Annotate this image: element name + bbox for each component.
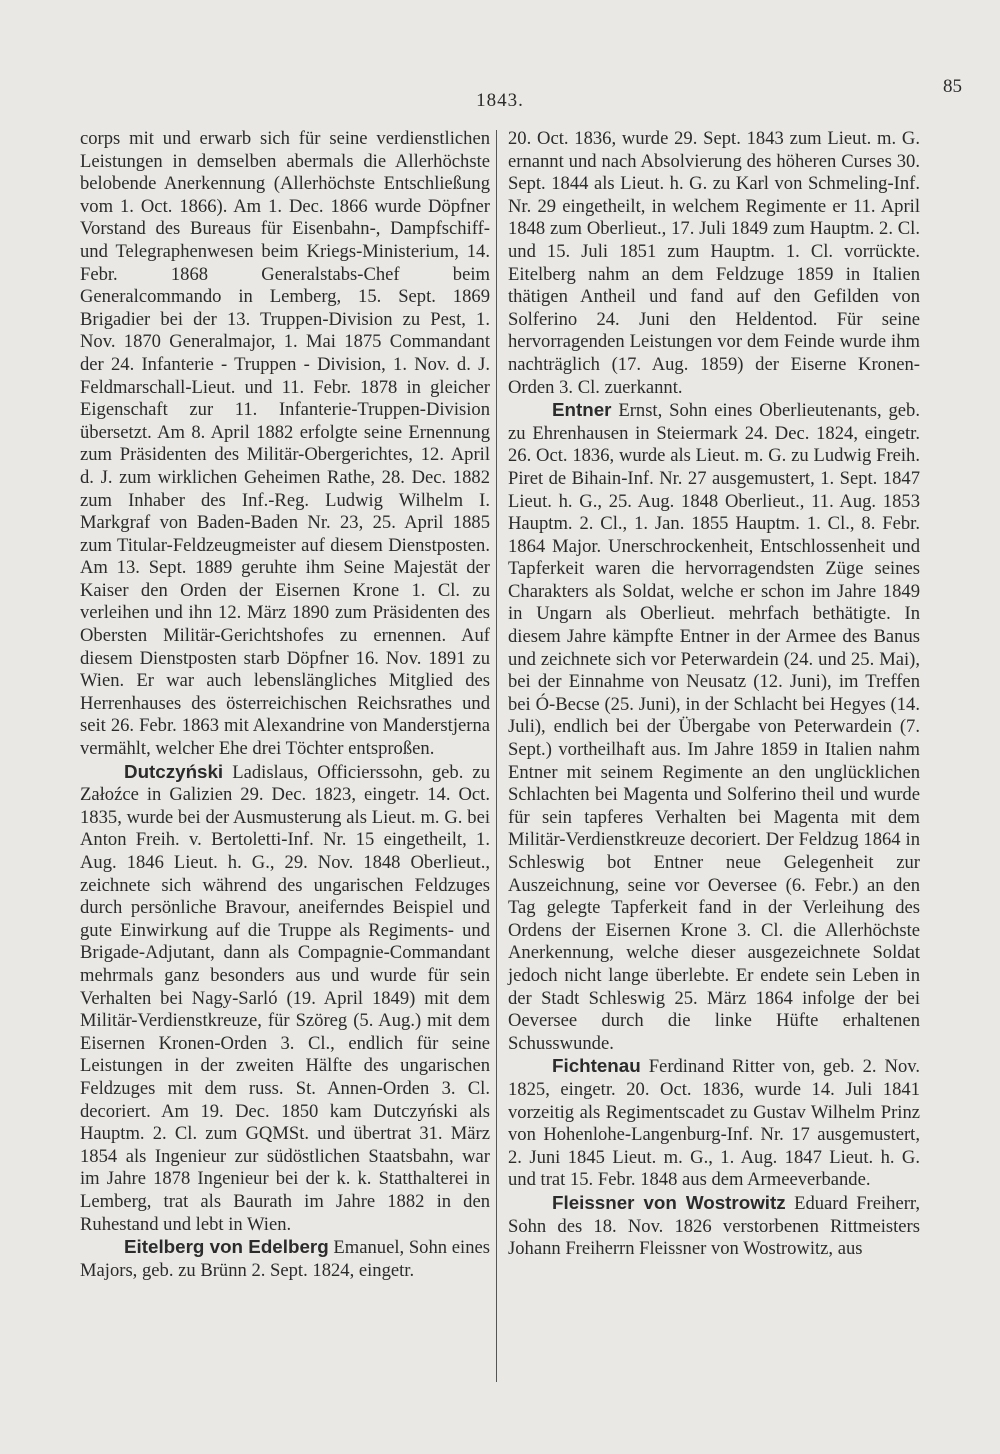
entry-text: Eduard Freiherr, Sohn des 18. Nov. 1826 verstorbenen Rittmeisters Johann Freiherrn Fleissner von Wostrowitz, aus bbox=[508, 1192, 921, 1260]
entry-name: Dutczyński bbox=[124, 760, 224, 782]
entry-name: Entner bbox=[552, 399, 612, 421]
right-column bbox=[508, 128, 920, 1261]
continuation-paragraph: 20. Oct. 1836, wurde 29. Sept. 1843 zum Lieut. m. G. ernannt und nach Absolvierung des höheren Curses 30. Sept. 1844 als Lieut. h. G. zu Karl von Schmeling-Inf. Nr. 29 eingetheilt, in welchem Regimente er 11. April 1848 zum Oberlieut., 17. Juli 1849 zum Hauptm. 2. Cl. und 15. Juli 1851 zum Hauptm. 1. Cl. vorrückte. Eitelberg nahm an dem Feldzuge 1859 in Italien thätigen Antheil und fand auf den Gefilden von Solferino 24. Juni den Heldentod. Für seine hervorragenden Leistungen vor dem Feinde wurde ihm nachträglich (17. Aug. 1859) der Eiserne Kronen-Orden 3. Cl. zuerkannt. bbox=[508, 128, 920, 398]
entry-name: Fleissner von Wostrowitz bbox=[552, 1191, 786, 1213]
entry-text: Ernst, Sohn eines Oberlieutenants, geb. zu Ehrenhausen in Steiermark 24. Dec. 1824, eingetr. 26. Oct. 1836, wurde als Lieut. m. G. zu Ludwig Freih. Piret de Bihain-Inf. Nr. 27 ausgemustert, 1. Sept. 1847 Lieut. h. G., 25. Aug. 1848 Oberlieut., 11. Aug. 1853 Hauptm. 2. Cl., 1. Jan. 1855 Hauptm. 1. Cl., 8. Febr. 1864 Major. Unerschrockenheit, Entschlossenheit und Tapferkeit waren die hervorragendsten Züge seines Charakters als Soldat, welche er schon im Jahre 1849 in Ungarn als Oberlieut. mehrfach bethätigte. In diesem Jahre kämpfte Entner in der Armee des Banus und zeichnete sich vor Peterwardein (24. und 25. Mai), bei der Einnahme von Neusatz (12. Juni), im Treffen bei Ó-Becse (25. Juni), in der Schlacht bei Hegyes (14. Juli), endlich bei der Übergabe von Peterwardein (7. Sept.) vortheilhaft aus. Im Jahre 1859 in Italien nahm Entner mit seinem Regimente an den unglücklichen Schlachten bei Magenta und Solferino theil und wurde für sein tapferes Verhalten bei Magenta mit dem Militär-Verdienstkreuze decoriert. Der Feldzug 1864 in Schleswig bot Entner neue Gelegenheit zur Auszeichnung, seine vor Oeversee (6. Febr.) an den Tag gelegte Tapferkeit fand in der Verleihung des Ordens der Eisernen Krone 3. Cl. die Allerhöchste Anerkennung, welche dieser ausgezeichnete Soldat jedoch nicht lange überlebte. Er endete sein Leben in der Stadt Schleswig 25. März 1864 infolge der bei Oeversee durch die linke Hüfte erhaltenen Schusswunde. bbox=[508, 400, 920, 1054]
biography-entry bbox=[80, 761, 490, 1236]
continuation-paragraph: corps mit und erwarb sich für seine verdienstlichen Leistungen in demselben abermals die Allerhöchste belobende Anerkennung (Allerhöchste Entschließung vom 1. Oct. 1866). Am 1. Dec. 1866 wurde Döpfner Vorstand des Bureaus für Eisenbahn-, Dampfschiff- und Telegraphenwesen beim Kriegs-Ministerium, 14. Febr. 1868 Generalstabs-Chef beim Generalcommando in Lemberg, 15. Sept. 1869 Brigadier bei der 13. Truppen-Division zu Pest, 1. Nov. 1870 Generalmajor, 1. Mai 1875 Commandant der 24. Infanterie - Truppen - Division, 1. Nov. d. J. Feldmarschall-Lieut. und 11. Febr. 1878 in gleicher Eigenschaft zur 11. Infanterie-Truppen-Division übersetzt. Am 8. April 1882 erfolgte seine Ernennung zum Präsidenten des Militär-Obergerichtes, 12. April d. J. zum wirklichen Geheimen Rathe, 28. Dec. 1882 zum Inhaber des Inf.-Reg. Ludwig Wilhelm I. Markgraf von Baden-Baden Nr. 23, 25. April 1885 zum Titular-Feldzeugmeister auf diesem Dienstposten. Am 13. Sept. 1889 geruhte ihm Seine Majestät der Kaiser den Orden der Eisernen Krone 1. Cl. zu verleihen und ihn 12. März 1890 zum Präsidenten des Obersten Militär-Gerichtshofes zu ernennen. Auf diesem Dienstposten starb Döpfner 16. Nov. 1891 zu Wien. Er war auch lebenslängliches Mitglied des Herrenhauses des österreichischen Reichsrathes und seit 26. Febr. 1863 mit Alexandrine von Manderstjerna vermählt, welcher Ehe drei Töchter entsproßen. bbox=[80, 128, 490, 760]
entry-text: Ladislaus, Officierssohn, geb. zu Załoźce in Galizien 29. Dec. 1823, eingetr. 14. Oct. 1835, wurde bei der Ausmusterung als Lieut. m. G. bei Anton Freih. v. Bertoletti-Inf. Nr. 15 eingetheilt, 1. Aug. 1846 Lieut. h. G., 29. Nov. 1848 Oberlieut., zeichnete sich während des ungarischen Feldzuges durch persönliche Bravour, aneiferndes Beispiel und gute Einwirkung auf die Truppe als Regiments- und Brigade-Adjutant, dann als Compagnie-Commandant mehrmals ganz besonders aus und wurde für sein Verhalten bei Nagy-Sarló (19. April 1849) mit dem Militär-Verdienstkreuze, für Szöreg (5. Aug.) mit dem Eisernen Kronen-Orden 3. Cl., endlich für seine Leistungen in der zweiten Hälfte des ungarischen Feldzuges mit dem russ. St. Annen-Orden 3. Cl. decoriert. Am 19. Dec. 1850 kam Dutczyński als Hauptm. 2. Cl. zum GQMSt. und übertrat 31. März 1854 als Ingenieur zur südöstlichen Staatsbahn, war im Jahre 1878 Ingenieur bei der k. k. Statthalterei in Lemberg, trat als Baurath im Jahre 1882 in den Ruhestand und lebt in Wien. bbox=[80, 761, 490, 1235]
biography-entry bbox=[508, 1055, 920, 1192]
entry-name: Fichtenau bbox=[552, 1055, 641, 1077]
page-number: 85 bbox=[943, 76, 962, 97]
biography-entry bbox=[508, 399, 920, 1055]
column-divider bbox=[496, 130, 497, 1382]
biography-entry bbox=[80, 1236, 490, 1282]
entry-text: Emanuel, Sohn eines Majors, geb. zu Brünn 2. Sept. 1824, eingetr. bbox=[80, 1237, 490, 1281]
entry-text: Ferdinand Ritter von, geb. 2. Nov. 1825, eingetr. 20. Oct. 1836, wurde 14. Juli 1841 vorzeitig als Regimentscadet zu Gustav Wilhelm Prinz von Hohenlohe-Langenburg-Inf. Nr. 17 ausgemustert, 2. Juni 1845 Lieut. m. G., 1. Aug. 1847 Lieut. h. G. und trat 15. Febr. 1848 aus dem Armeeverbande. bbox=[508, 1056, 920, 1191]
left-column bbox=[80, 128, 490, 1282]
page-header-year: 1843. bbox=[476, 90, 524, 111]
entry-name: Eitelberg von Edelberg bbox=[124, 1236, 329, 1258]
biography-entry bbox=[508, 1192, 920, 1261]
